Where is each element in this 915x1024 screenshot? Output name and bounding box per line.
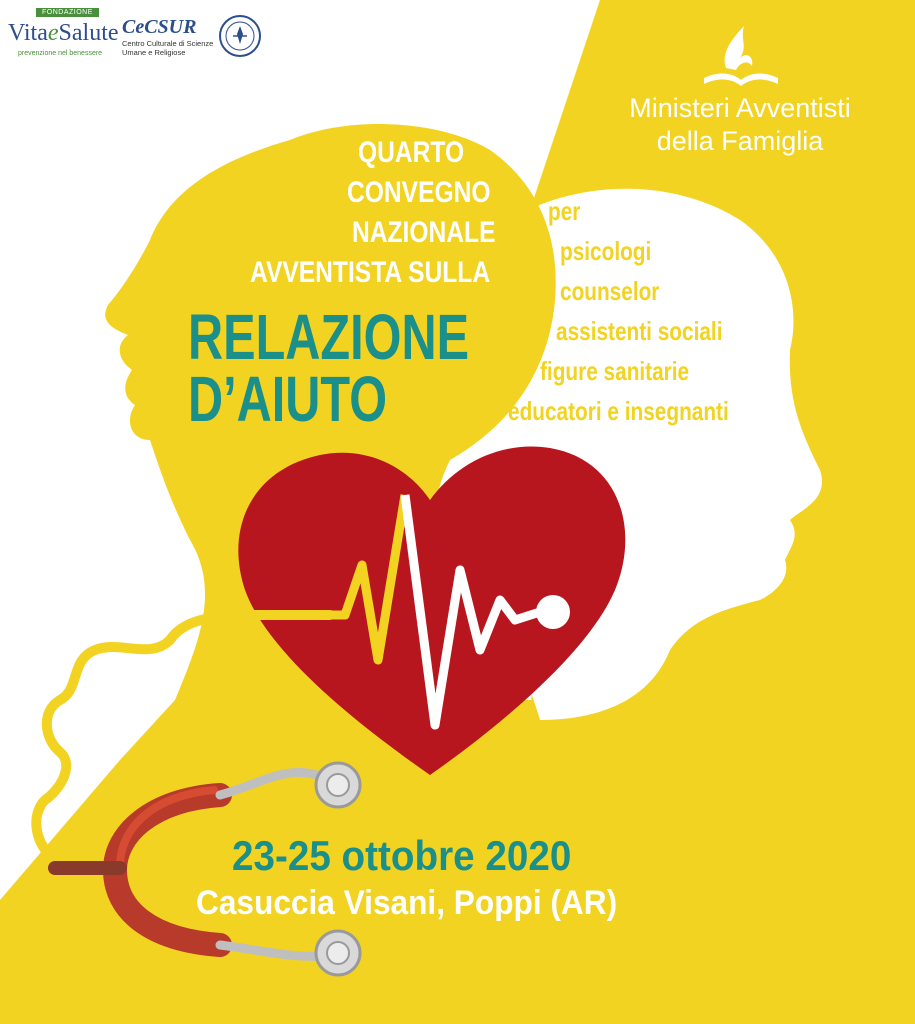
audience-item: figure sanitarie xyxy=(540,356,690,386)
ministeri-logo-text xyxy=(600,92,880,158)
ministeri-line2: della Famiglia xyxy=(656,126,824,156)
vita-logo-name: VitaeSalute xyxy=(8,20,119,46)
audience-item: educatori e insegnanti xyxy=(508,396,729,426)
cecsur-name: CeCSUR xyxy=(122,16,197,38)
ministeri-line1: Ministeri Avventisti xyxy=(629,93,851,123)
title-line3: NAZIONALE xyxy=(352,216,496,249)
event-location: Casuccia Visani, Poppi (AR) xyxy=(196,884,618,922)
vita-logo-tagline: prevenzione nel benessere xyxy=(18,50,103,57)
audience-item: psicologi xyxy=(560,236,652,266)
audience-intro: per xyxy=(548,196,581,226)
title-line2: CONVEGNO xyxy=(347,176,491,209)
title-main-aiuto: D’AIUTO xyxy=(188,363,388,435)
cecsur-subtitle: Centro Culturale di Scienze Umane e Religiose xyxy=(122,39,214,57)
event-dates: 23-25 ottobre 2020 xyxy=(232,832,572,879)
cecsur-logo xyxy=(122,16,222,62)
audience-item: counselor xyxy=(560,276,660,306)
title-main-relazione: RELAZIONE xyxy=(188,301,470,373)
adventist-logo-icon xyxy=(696,18,786,90)
title-line1: QUARTO xyxy=(358,136,465,169)
audience-item: assistenti sociali xyxy=(556,316,723,346)
heartbeat-end-dot xyxy=(536,595,570,629)
title-line4: AVVENTISTA SULLA xyxy=(250,256,491,289)
seal-icon xyxy=(218,14,262,58)
vita-foundation-label: FONDAZIONE xyxy=(36,8,99,17)
vita-e-salute-logo xyxy=(8,8,119,66)
